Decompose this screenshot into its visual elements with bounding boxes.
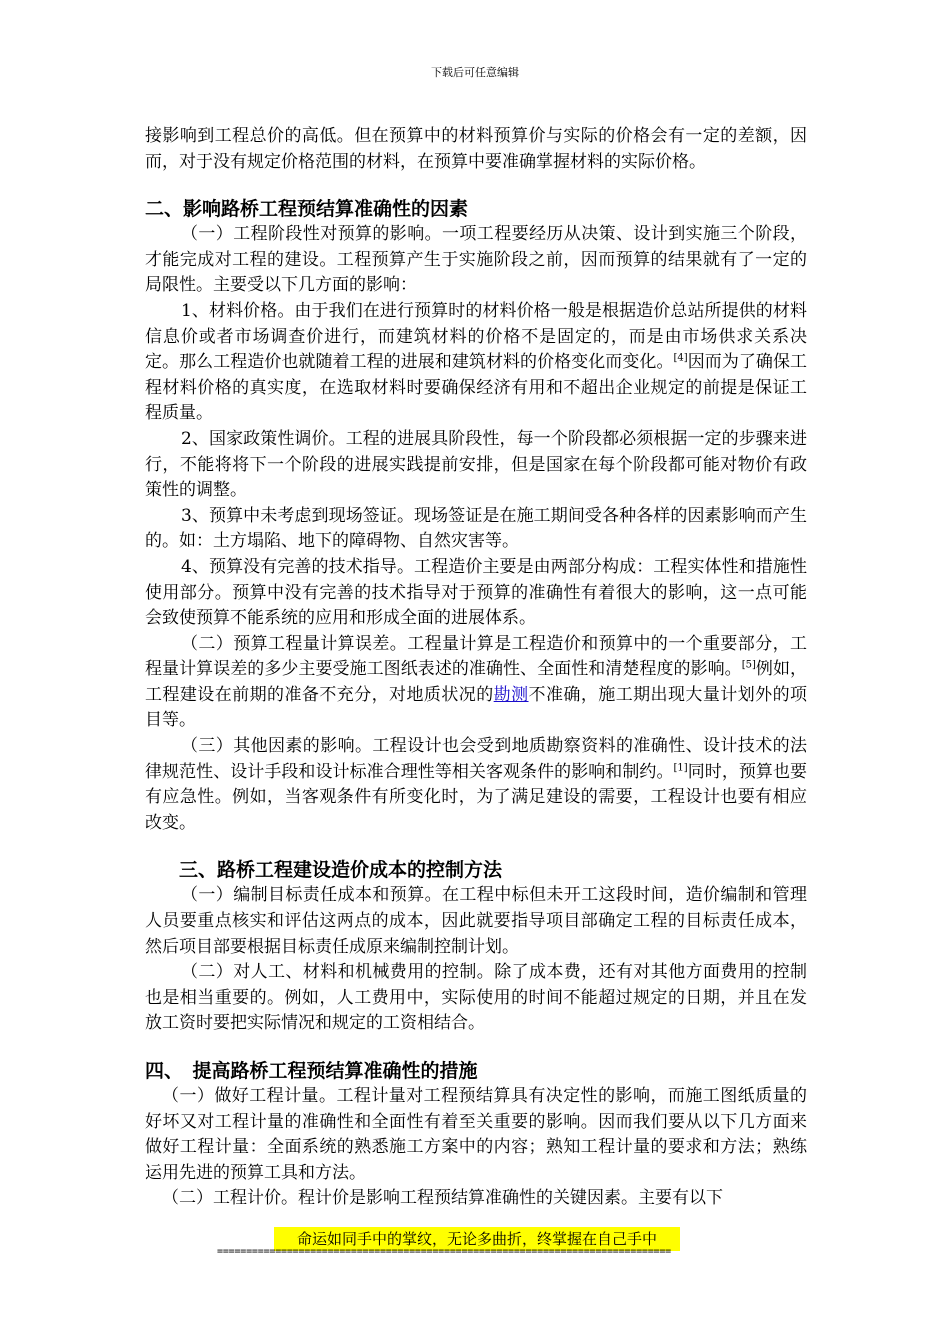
paragraph (145, 734, 807, 836)
page-header: 下载后可任意编辑 (431, 66, 519, 79)
heading-text: 三、路桥工程建设造价成本的控制方法 (179, 859, 503, 882)
citation-marker: [4] (673, 352, 688, 364)
footer-separator: ============================================================================== (217, 1246, 671, 1257)
paragraph (145, 960, 807, 1037)
paragraph-text: 同时，预算也要有应急性。例如，当客观条件有所变化时，为了满足建设的需要，工程设计也要有相应改变。 (145, 761, 808, 833)
paragraph-text: （二）对人工、材料和机械费用的控制。除了成本费，还有对其他方面费用的控制也是相当重要的。例如，人工费用中，实际使用的时间不能超过规定的日期，并且在发放工资时要把实际情况和规定的工资相结合。 (145, 962, 807, 1034)
heading-text: 二、影响路桥工程预结算准确性的因素 (145, 198, 469, 221)
paragraph (145, 883, 807, 960)
paragraph (145, 632, 807, 734)
spacer (145, 836, 807, 858)
footer-banner: 命运如同手中的掌纹，无论多曲折，终掌握在自己手中 (274, 1227, 680, 1251)
paragraph-text: （一）编制目标责任成本和预算。在工程中标但未开工这段时间，造价编制和管理人员要重点核实和评估这两点的成本，因此就要指导项目部确定工程的目标责任成本，然后项目部要根据目标责任成原来编制控制计划。 (145, 885, 807, 957)
paragraph-text: （一）工程阶段性对预算的影响。一项工程要经历从决策、设计到实施三个阶段，才能完成对工程的建设。工程预算产生于实施阶段之前，因而预算的结果就有了一定的局限性。主要受以下几方面的影响： (145, 224, 807, 296)
paragraph (145, 427, 807, 504)
section-heading (145, 858, 807, 883)
document-body (145, 124, 807, 1212)
heading-text: 四、 提高路桥工程预结算准确性的措施 (145, 1060, 478, 1082)
paragraph (145, 124, 807, 175)
citation-marker: [1] (673, 762, 688, 773)
paragraph-text: 接影响到工程总价的高低。但在预算中的材料预算价与实际的价格会有一定的差额，因而，对于没有规定价格范围的材料，在预算中要准确掌握材料的实际价格。 (145, 126, 807, 172)
paragraph-text: 因而为了确保工程材料价格的真实度，在选取材料时要确保经济有用和不超出企业规定的前提是保证工程质量。 (145, 352, 808, 424)
section-heading (145, 1059, 807, 1084)
inline-link[interactable]: 勘测 (493, 684, 529, 705)
paragraph (145, 555, 807, 632)
paragraph (145, 299, 807, 427)
paragraph-text: 不准确，施工期出现大量计划外的项目等。 (145, 684, 808, 731)
paragraph (145, 1084, 807, 1186)
paragraph-text: （三）其他因素的影响。工程设计也会受到地质勘察资料的准确性、设计技术的法律规范性、设计手段和设计标准合理性等相关客观条件的影响和制约。 (145, 736, 807, 782)
paragraph-text: （一）做好工程计量。工程计量对工程预结算具有决定性的影响，而施工图纸质量的好坏又对工程计量的准确性和全面性有着至关重要的影响。因而我们要从以下几方面来做好工程计量：全面系统的熟悉施工方案中的内容；熟知工程计量的要求和方法；熟练运用先进的预算工具和方法。 (145, 1086, 807, 1183)
paragraph-text: （二）工程计价。程计价是影响工程预结算准确性的关键因素。主要有以下 (162, 1188, 723, 1209)
section-heading (145, 197, 807, 222)
citation-marker: [5] (741, 659, 756, 671)
paragraph (145, 504, 807, 555)
paragraph-text: 例如，工程建设在前期的准备不充分，对地质状况的 (145, 659, 808, 705)
paragraph-text: （二）预算工程量计算误差。工程量计算是工程造价和预算中的一个重要部分，工程量计算误差的多少主要受施工图纸表述的准确性、全面性和清楚程度的影响。 (145, 633, 807, 680)
paragraph (145, 222, 807, 299)
paragraph (145, 1186, 807, 1212)
paragraph-text: 1、材料价格。由于我们在进行预算时的材料价格一般是根据造价总站所提供的材料信息价或者市场调查价进行，而建筑材料的价格不是固定的，而是由市场供求关系决定。那么工程造价也就随着工程的进展和建筑材料的价格变化而变化。 (145, 300, 807, 373)
spacer (145, 175, 807, 197)
spacer (145, 1037, 807, 1059)
paragraph-text: 2、国家政策性调价。工程的进展具阶段性，每一个阶段都必须根据一定的步骤来进行，不能将将下一个阶段的进展实践提前安排，但是国家在每个阶段都可能对物价有政策性的调整。 (145, 428, 807, 501)
paragraph-text: 3、预算中未考虑到现场签证。现场签证是在施工期间受各种各样的因素影响而产生的。如：土方塌陷、地下的障碍物、自然灾害等。 (145, 505, 807, 552)
paragraph-text: 4、预算没有完善的技术指导。工程造价主要是由两部分构成：工程实体性和措施性使用部分。预算中没有完善的技术指导对于预算的准确性有着很大的影响，这一点可能会致使预算不能系统的应用和形成全面的进展体系。 (145, 556, 807, 629)
